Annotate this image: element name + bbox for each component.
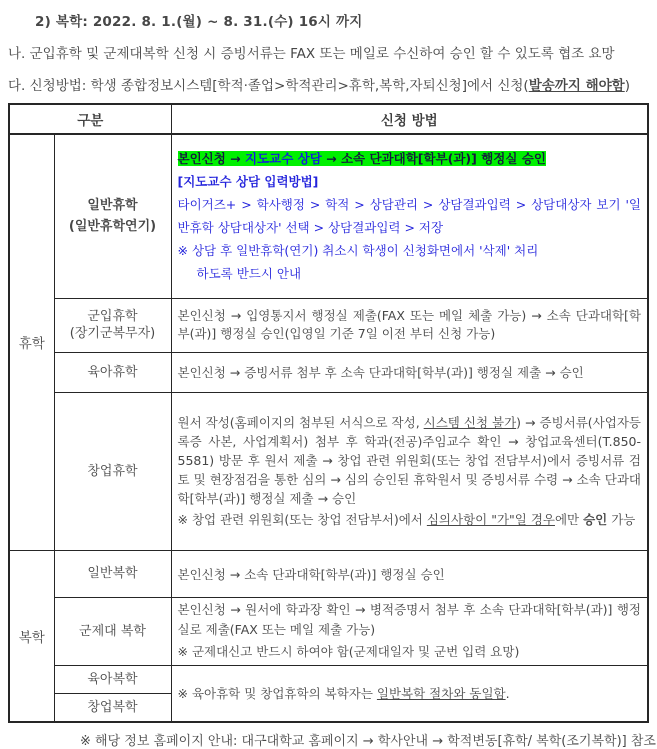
application-method-table <box>8 103 649 723</box>
childcare-startup-return-note <box>178 684 642 702</box>
startup-note-condition: 심의사항이 "가"일 경우 <box>426 512 555 527</box>
label-military-return: 군제대 복학 <box>54 597 171 665</box>
military-return-note: ※ 군제대신고 반드시 하여야 함(군제대일자 및 군번 입력 요망) <box>177 644 520 659</box>
startup-flow-no-system: 시스템 신청 불가 <box>423 415 517 430</box>
label-startup-leave: 창업휴학 <box>54 392 171 550</box>
return-note-post: . <box>505 686 510 702</box>
content-general-leave <box>171 134 648 298</box>
content-general-return <box>171 550 648 597</box>
counsel-note-line2: 하도록 반드시 안내 <box>196 266 302 282</box>
group-cell-return: 복학 <box>9 550 54 722</box>
content-military-leave <box>171 298 648 352</box>
counsel-input-path: 타이거즈+ > 학사행정 > 학적 > 상담관리 > 상담결과입력 > 상담대상자 보기 '일반휴학 상담대상자' 선택 > 상담결과입력 > 저장 <box>177 197 641 236</box>
label-military-leave-line1: 군입휴학 <box>87 309 138 324</box>
label-general-return: 일반복학 <box>54 550 171 597</box>
label-childcare-return: 육아복학 <box>54 665 171 693</box>
row-military-leave <box>9 298 648 352</box>
apply-method-line <box>8 74 651 94</box>
label-general-leave-line1: 일반휴학 <box>87 198 138 214</box>
row-military-return <box>9 597 648 665</box>
label-startup-return: 창업복학 <box>54 693 171 722</box>
apply-method-emphasis: 발송까지 해야함 <box>528 78 625 94</box>
apply-method-text: 다. 신청방법: 학생 종합정보시스템[학적·졸업>학적관리>휴학,복학,자퇴신청]에서 신청( <box>8 78 529 94</box>
flow-self-apply: 본인신청 → <box>177 151 245 167</box>
flow-advisor-counsel: 지도교수 상담 <box>244 151 322 167</box>
fax-email-cooperation-line: 나. 군입휴학 및 군제대복학 신청 시 증빙서류는 FAX 또는 메일로 수신하여 승인 할 수 있도록 협조 요망 <box>8 46 615 62</box>
apply-method-close-paren: ) <box>624 78 630 94</box>
header-category: 구분 <box>9 104 171 134</box>
label-military-leave-line2: (장기군복무자) <box>69 326 156 341</box>
startup-flow-post: ) → 증빙서류(사업자등록증 사본, 사업계획서) 첨부 후 학과(전공)주임교수 확인 → 창업교육센터(T.850-5581) 방문 후 원서 제출 → 창업 관련 위원회(또는 창업 전담부서)에서 증빙서류 검토 및 현장점검을 통한 심의 → 심의 승인된 휴학원서 및 증빙서류 수령 → 소속 단과대학[학부(과)] 행정실 제출 → 승인 <box>177 415 641 506</box>
intro-section <box>0 0 657 94</box>
startup-leave-note <box>178 510 642 529</box>
row-general-leave <box>9 134 648 298</box>
childcare-leave-flow: 본인신청 → 증빙서류 첨부 후 소속 단과대학[학부(과)] 행정실 제출 → 승인 <box>177 364 584 380</box>
label-military-leave <box>54 298 171 352</box>
military-return-flow: 본인신청 → 원서에 학과장 확인 → 병적증명서 첨부 후 소속 단과대학[학부(과)] 행정실로 제출(FAX 또는 메일 제출 가능) <box>177 602 641 637</box>
row-startup-leave <box>9 392 648 550</box>
startup-leave-flow <box>178 413 642 508</box>
return-note-pre: ※ 육아휴학 및 창업휴학의 복학자는 <box>177 686 377 702</box>
group-cell-leave: 휴학 <box>9 134 54 550</box>
content-military-return <box>171 597 648 665</box>
startup-note-pre: ※ 창업 관련 위원회(또는 창업 전담부서)에서 <box>177 512 427 527</box>
footer-homepage-note: ※ 해당 정보 홈페이지 안내: 대구대학교 홈페이지 → 학사안내 → 학적변동[휴학/ 복학(조기복학)] 참조 <box>80 734 656 749</box>
return-note-same-procedure: 일반복학 절차와 동일함 <box>376 686 506 702</box>
counsel-input-title: [지도교수 상담 입력방법] <box>177 174 319 190</box>
row-childcare-return <box>9 665 648 693</box>
table-header-row <box>9 104 648 134</box>
return-period-line: 2) 복학: 2022. 8. 1.(월) ~ 8. 31.(수) 16시 까지 <box>35 14 363 30</box>
general-leave-flow <box>178 147 642 170</box>
row-general-return <box>9 550 648 597</box>
counsel-note-line1: ※ 상담 후 일반휴학(연기) 취소시 학생이 신청화면에서 '삭제' 처리 <box>177 243 539 259</box>
label-general-leave <box>54 134 171 298</box>
military-leave-flow: 본인신청 → 입영통지서 행정실 제출(FAX 또는 메일 체출 가능) → 소속 단과대학[학부(과)] 행정실 승인(입영일 기준 7일 이전 부터 신청 가능) <box>177 308 641 341</box>
content-startup-leave <box>171 392 648 550</box>
flow-office-approval: → 소속 단과대학[학부(과)] 행정실 승인 <box>321 151 546 167</box>
startup-flow-pre: 원서 작성(홈페이지의 첨부된 서식으로 작성, <box>177 415 424 430</box>
label-childcare-leave: 육아휴학 <box>54 352 171 392</box>
content-childcare-leave <box>171 352 648 392</box>
label-general-leave-line2: (일반휴학연기) <box>68 219 157 235</box>
startup-note-approval: 승인 <box>583 512 608 527</box>
startup-note-post: 가능 <box>607 512 636 527</box>
row-childcare-leave <box>9 352 648 392</box>
startup-note-mid: 에만 <box>554 512 584 527</box>
general-return-flow: 본인신청 → 소속 단과대학[학부(과)] 행정실 승인 <box>177 566 445 582</box>
header-apply-method: 신청 방법 <box>171 104 648 134</box>
content-childcare-startup-return <box>171 665 648 722</box>
